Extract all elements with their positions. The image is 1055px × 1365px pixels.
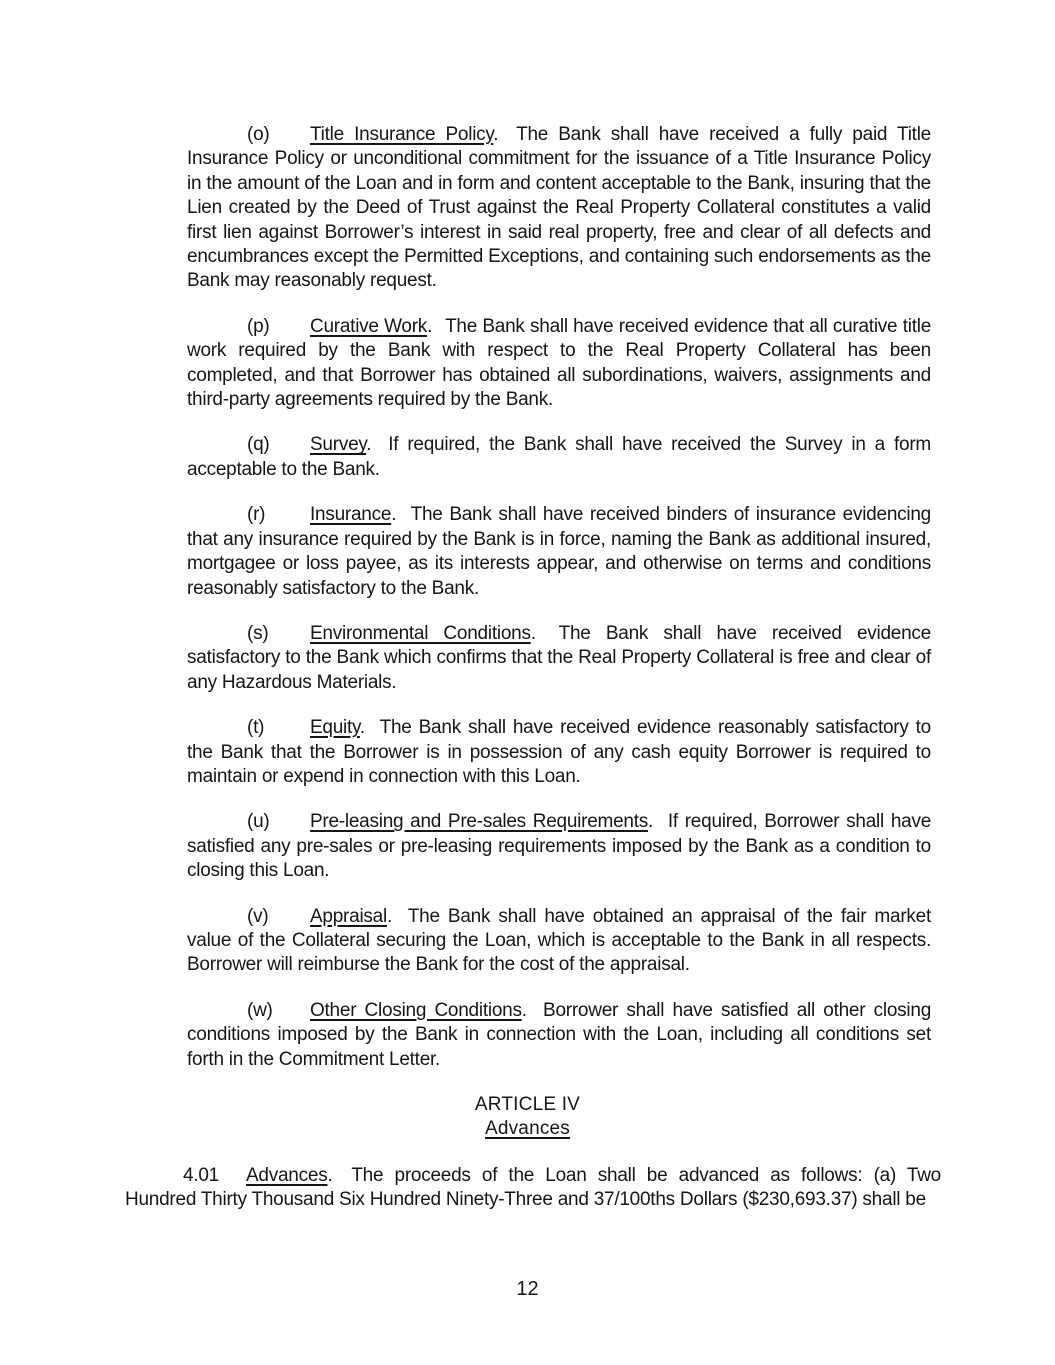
clause-paragraph <box>187 905 931 978</box>
clause-heading: Curative Work <box>310 315 428 337</box>
clause-body: The Bank shall have received evidence satisfactory to the Bank which confirms that the Real Property Collateral is free and clear of any Hazardous Materials. <box>187 622 932 693</box>
clause-heading-period: . <box>366 434 372 456</box>
clause-label: (t) <box>247 717 265 739</box>
clause-paragraph <box>187 123 931 294</box>
clause-heading: Environmental Conditions <box>310 622 531 644</box>
clause-body: If required, Borrower shall have satisfied any pre-sales or pre-leasing requirements imposed by the Bank as a condition to closing this Loan. <box>187 811 932 882</box>
article-subtitle <box>125 1117 930 1141</box>
clause-paragraph <box>187 999 931 1072</box>
clause-heading: Other Closing Conditions <box>310 999 522 1021</box>
clause-heading: Pre-leasing and Pre-sales Requirements <box>310 811 649 833</box>
section-heading-period: . <box>327 1164 333 1186</box>
clause-paragraph <box>187 716 931 789</box>
clause-body: The Bank shall have received evidence reasonably satisfactory to the Bank that the Borrower is in possession of any cash equity Borrower is required to maintain or expend in connection with this Loan. <box>187 717 931 787</box>
clause-label: (s) <box>247 622 269 644</box>
article-subtitle-text: Advances <box>484 1118 571 1140</box>
clause-body: The Bank shall have obtained an appraisal of the fair market value of the Collateral securing the Loan, which is acceptable to the Bank in all respects. Borrower will reimburse the Bank for the cost of the appraisal. <box>187 905 931 976</box>
clause-heading-period: . <box>359 717 365 739</box>
article-title: ARTICLE IV <box>474 1094 581 1115</box>
clause-body: The Bank shall have received a fully paid Title Insurance Policy or unconditional commitment for the issuance of a Title Insurance Policy in the amount of the Loan and in form and content acceptable to the Bank, insuring that the Lien created by the Deed of Trust against the Real Property Collateral constitutes a valid first lien against Borrower’s interest in said real property, free and clear of all defects and encumbrances except the Permitted Exceptions, and containing such endorsements as the Bank may reasonably request. <box>187 124 931 292</box>
clause-heading: Appraisal <box>310 905 387 927</box>
clause-label: (w) <box>247 999 273 1021</box>
section-paragraph <box>125 1164 941 1213</box>
section-body: The proceeds of the Loan shall be advanced as follows: (a) Two Hundred Thirty Thousand Six Hundred Ninety-Three and 37/100ths Dollars ($230,693.37) shall be <box>125 1164 941 1211</box>
clause-heading: Title Insurance Policy <box>310 124 494 145</box>
clause-body: The Bank shall have received binders of insurance evidencing that any insurance required by the Bank is in force, naming the Bank as additional insured, mortgagee or loss payee, as its interests appear, and otherwise on terms and conditions reasonably satisfactory to the Bank. <box>187 504 931 599</box>
clause-body: If required, the Bank shall have received the Survey in a form acceptable to the Bank. <box>187 434 932 480</box>
clause-heading-period: . <box>493 124 499 145</box>
clause-heading: Equity <box>310 717 360 739</box>
clause-label: (v) <box>247 905 269 927</box>
clause-heading-period: . <box>386 905 392 927</box>
clause-label: (p) <box>247 315 270 337</box>
document-content <box>125 123 941 1213</box>
clause-label: (r) <box>247 504 266 526</box>
clause-list <box>125 123 941 1072</box>
clause-paragraph <box>187 810 931 883</box>
clause-paragraph <box>187 622 931 695</box>
clause-label: (o) <box>247 124 270 145</box>
clause-body: Borrower shall have satisfied all other closing conditions imposed by the Bank in connection with the Loan, including all conditions set forth in the Commitment Letter. <box>187 999 932 1070</box>
section-number: 4.01 <box>183 1164 219 1186</box>
section-heading: Advances <box>246 1164 328 1186</box>
clause-label: (q) <box>247 434 270 456</box>
clause-heading: Survey <box>310 434 367 456</box>
clause-paragraph <box>187 503 931 601</box>
clause-heading-period: . <box>427 315 433 337</box>
clause-body: The Bank shall have received evidence that all curative title work required by the Bank with respect to the Real Property Collateral has been completed, and that Borrower has obtained all subordinations, waivers, assignments and third-party agreements required by the Bank. <box>187 315 932 411</box>
clause-paragraph <box>187 433 931 482</box>
clause-heading-period: . <box>521 999 527 1021</box>
clause-heading-period: . <box>648 811 654 833</box>
clause-heading-period: . <box>391 504 397 526</box>
page-number: 12 <box>516 1278 539 1300</box>
clause-paragraph <box>187 315 931 413</box>
clause-heading-period: . <box>530 622 536 644</box>
clause-heading: Insurance <box>310 504 392 526</box>
clause-label: (u) <box>247 811 270 833</box>
